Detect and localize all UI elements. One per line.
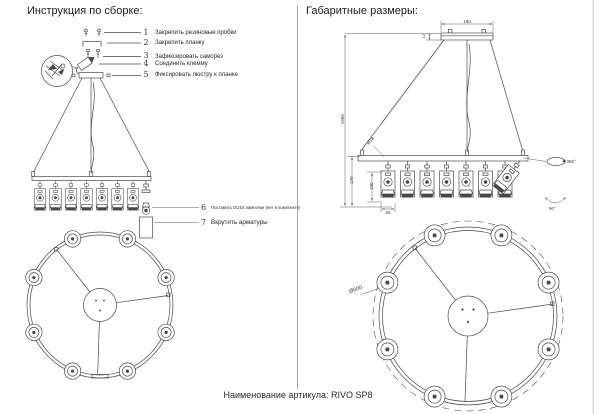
center-hub [448, 296, 488, 336]
gu10-bulb-icon [142, 203, 150, 214]
canopy [441, 33, 493, 40]
step-label: Поставить GU10 лампочки (нет в комплекте) [211, 204, 301, 210]
left-panel-title: Инструкция по сборке: [27, 5, 143, 17]
screws-icon [87, 50, 100, 59]
article-caption: Наименование артикула: RIVO SP8 [223, 389, 373, 400]
dim-ring-diameter: Ø800 [348, 285, 364, 296]
step-number: 5 [143, 69, 149, 79]
dim-canopy-width: 180 [463, 18, 471, 24]
terminal-clamp-icon [77, 54, 96, 70]
chandelier-front-view-left [32, 78, 199, 238]
right-panel-title: Габаритные размеры: [306, 5, 418, 17]
chandelier-top-view-right [361, 221, 563, 411]
power-cord [91, 82, 94, 173]
dim-canopy-height: 12 [421, 33, 426, 38]
empty-lamp-holder [142, 181, 150, 193]
dim-lamp-drop: 170 [348, 176, 354, 185]
step-number: 3 [143, 51, 149, 60]
center-hub [84, 289, 117, 322]
step-label: Фиксировать люстру к планке [155, 72, 238, 78]
swivel-arrow [547, 158, 565, 166]
clamp-cord [76, 67, 78, 74]
step-label: Закрепить планку [155, 40, 205, 46]
dim-lamp-height: 100 [368, 182, 374, 191]
dim-bar-diameter: Ø18 [365, 135, 376, 146]
step-label: Вкрутить арматуры [211, 218, 268, 226]
dim-swivel-angle: 355° [566, 158, 576, 164]
step-number: 6 [201, 202, 207, 212]
shade-cylinder-icon [140, 217, 153, 238]
diameter-circle [373, 221, 563, 411]
step-number: 7 [201, 217, 207, 227]
dim-tilt-angle: 90° [549, 205, 556, 211]
step-label: Зафиксировать саморез [155, 53, 223, 60]
dim-lamp-width: 55 [385, 209, 391, 215]
tilt-arc [546, 198, 566, 204]
step-label: Закрепить резиновые пробки [155, 30, 237, 36]
rubber-plugs-icon [85, 29, 101, 36]
step-number: 1 [143, 27, 149, 37]
dim-suspension-height: 1960 [339, 114, 345, 125]
step-number: 4 [143, 58, 149, 68]
detail-bubble [42, 56, 78, 87]
chandelier-top-view-left [26, 231, 175, 380]
parts-exploded-view [72, 29, 141, 78]
lamp-bar [32, 177, 151, 181]
mounting-bracket-icon [83, 42, 101, 48]
step-leader-lines [99, 33, 141, 76]
step-number: 2 [143, 37, 149, 47]
step-label: Соединить клемму [155, 61, 208, 67]
